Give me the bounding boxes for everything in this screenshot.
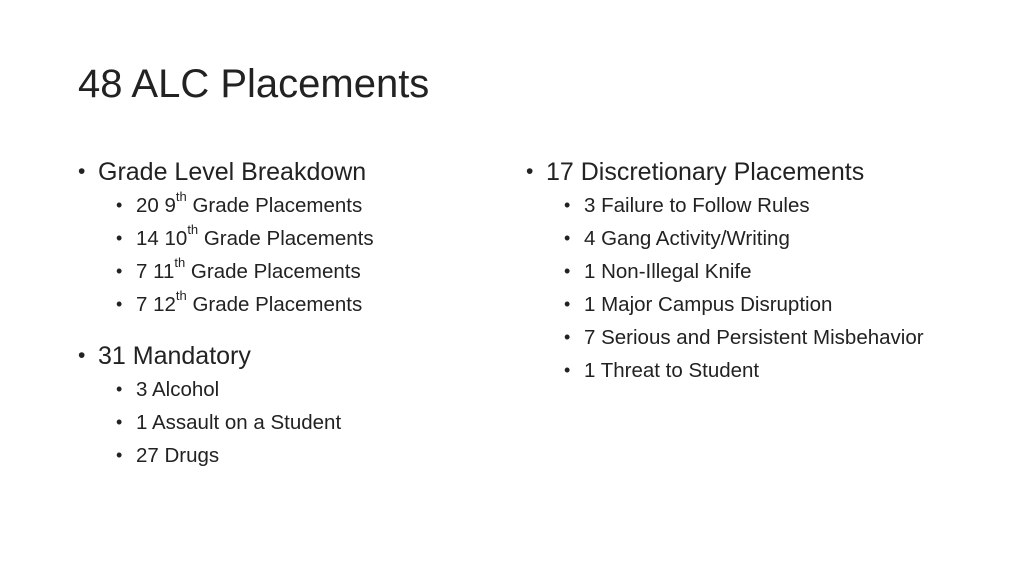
- bullet-heading: 17 Discretionary Placements: [546, 158, 865, 186]
- grade-level-list: [98, 189, 478, 318]
- list-item: • 3 Alcohol: [116, 376, 478, 403]
- right-column: [526, 154, 966, 384]
- list-item: • 7 Serious and Persistent Misbehavior: [564, 324, 966, 351]
- bullet-grade-level-breakdown: [78, 154, 478, 318]
- list-item: • 27 Drugs: [116, 442, 478, 469]
- list-item: • 1 Assault on a Student: [116, 409, 478, 436]
- list-item: • 1 Major Campus Disruption: [564, 291, 966, 318]
- bullet-heading: 31 Mandatory: [98, 342, 251, 370]
- list-item: • 20 9th Grade Placements: [116, 192, 478, 219]
- discretionary-list: [546, 192, 966, 384]
- bullet-mandatory: [78, 338, 478, 469]
- list-item: • 4 Gang Activity/Writing: [564, 225, 966, 252]
- mandatory-list: [98, 376, 478, 469]
- bullet-discretionary: [526, 154, 966, 384]
- list-item: • 1 Threat to Student: [564, 357, 966, 384]
- bullet-heading: Grade Level Breakdown: [98, 158, 367, 186]
- list-item: • 7 11th Grade Placements: [116, 258, 478, 285]
- list-item: • 1 Non-Illegal Knife: [564, 258, 966, 285]
- list-item: • 3 Failure to Follow Rules: [564, 192, 966, 219]
- list-item: • 7 12th Grade Placements: [116, 291, 478, 318]
- left-column: [78, 154, 478, 469]
- list-item: • 14 10th Grade Placements: [116, 225, 478, 252]
- slide-title: 48 ALC Placements: [78, 62, 430, 106]
